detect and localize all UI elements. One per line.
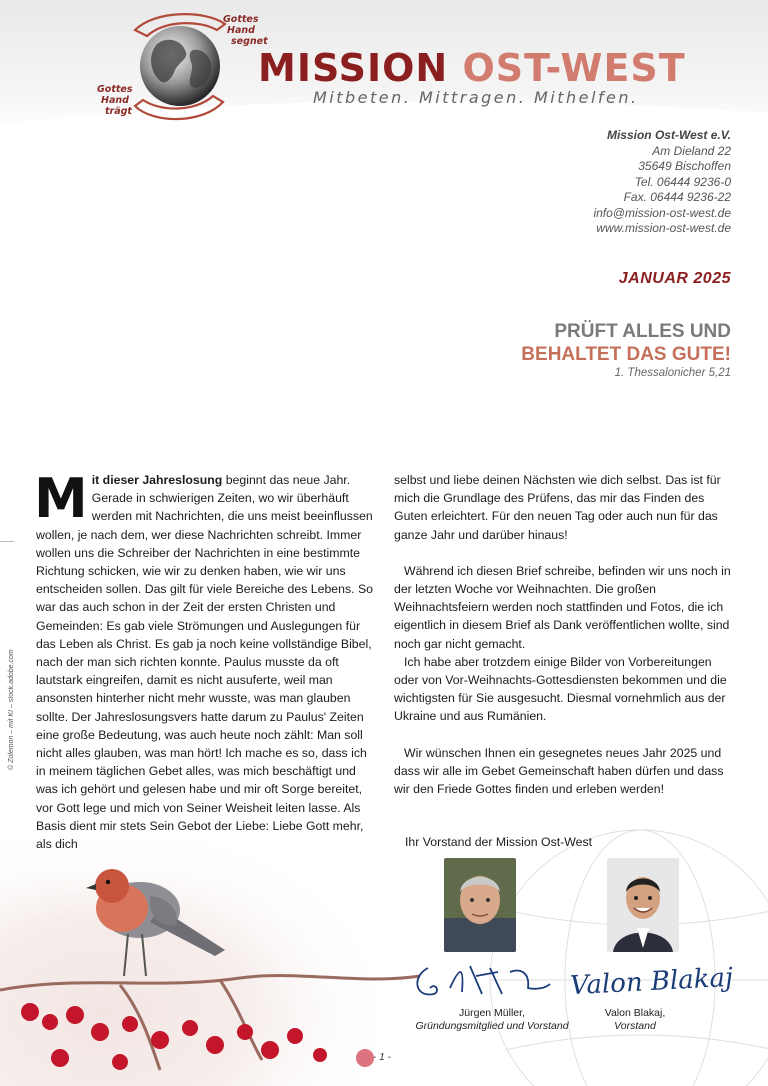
signer-2-name: Valon Blakaj, — [604, 1007, 666, 1019]
letter-paragraph: Während ich diesen Brief schreibe, befinden wir uns noch in der letzten Woche vor Weihnachten. Die großen Weihnachtsfeiern werden noch stattfinden und Fotos, die ich eigentlich in diesem Brief als Dank veröffentlichen wollte, sind noch gar nicht gemacht. — [394, 563, 731, 651]
logo — [95, 6, 268, 126]
letter-greeting: Ihr Vorstand der Mission Ost-West — [405, 835, 593, 849]
signer-2 — [585, 1007, 685, 1033]
letter-text: beginnt das neue Jahr. Gerade in schwierigen Zeiten, wo wir überhäuft werden mit Nachrichten, die uns meist beeinflussen wollen, je nach dem, wer diese Nachrichten schreibt. Immer wollen uns die Schreiber der Nachrichten in eine bestimmte Richtung schicken, wie wir zu denken haben, wie wir uns entscheiden sollen. Das gilt für viele Bereiche des Lebens. So war das auch schon in der Zeit der ersten Christen und Gemeinden: Es gab viele Strömungen und Auslegungen für das Leben als Christ. Es gab ja noch keine vollständige Bibel, nach der man sich richten konnte. Paulus musste da oft lautstark eingreifen, damit es nicht ausuferte, weil man ansonsten hinterher nicht mehr wusste, was man glauben sollte. Der Jahreslosungsvers hatte darum zu Paulus' Zeiten eine große Bedeutung, was auch heute noch zählt: Man soll nicht alles glauben, was man hört! Ich mache es so, dass ich in meinem täglichen Gebet alles, was mich beschäftigt und was ich gehört und gelesen habe und mir oft Sorge bereitet, vor Gott lege und mich von Seiner Weisheit leiten lasse. Als Basis dient mir stets Sein Gebot der Liebe: Liebe Gott mehr, als dich — [36, 473, 373, 852]
paragraph-gap — [394, 544, 739, 562]
page-number: - 1 - — [373, 1052, 391, 1063]
headline-line1: PRÜFT ALLES UND — [554, 321, 731, 342]
address-street: Am Dieland 22 — [652, 143, 731, 158]
logo-text-line: segnet — [231, 36, 268, 47]
logo-text-line: Hand — [101, 95, 129, 106]
logo-text-top — [223, 14, 268, 47]
logo-text-line: Gottes — [97, 84, 133, 95]
address-fax: Fax. 06444 9236-22 — [623, 190, 731, 204]
paragraph-gap — [394, 726, 739, 744]
signer-1-role: Gründungsmitglied und Vorstand — [415, 1020, 569, 1032]
letter-paragraph: Wir wünschen Ihnen ein gesegnetes neues Jahr 2025 und dass wir alle im Gebet Gemeinschaft haben dürfen und dass wir den Friede Gottes finden und erleben werden! — [394, 745, 724, 797]
headline-line2: BEHALTET DAS GUTE! — [521, 344, 731, 365]
address-web: www.mission-ost-west.de — [596, 221, 731, 235]
bible-reference: 1. Thessalonicher 5,21 — [614, 367, 731, 379]
logo-text-line: trägt — [105, 106, 132, 117]
fold-mark — [0, 541, 14, 542]
letter-paragraph: selbst und liebe deinen Nächsten wie dich selbst. Das ist für mich die Grundlage des Prüfens, das mir das Finden des Guten erleichtert. Für den neuen Tag oder auch nun für das ganze Jahr und darüber hinaus! — [394, 473, 721, 542]
address-tel: Tel. 06444 9236-0 — [634, 174, 731, 189]
signer-1-name: Jürgen Müller, — [459, 1007, 525, 1019]
brand-name — [258, 46, 686, 90]
portrait-valon-blakaj — [607, 858, 679, 952]
signer-2-role: Vorstand — [614, 1020, 656, 1032]
letter-paragraph: Ich habe aber trotzdem einige Bilder von Vorbereitungen oder von Vor-Weihnachts-Gottesdiensten bekommen und die wichtigsten für Sie ausgesucht. Diesmal vornehmlich aus der Ukraine und aus Rumänien. — [394, 654, 727, 724]
logo-text-line: Gottes — [223, 14, 259, 25]
brand-name-part2: OST-WEST — [462, 46, 686, 90]
signer-1 — [412, 1007, 572, 1033]
letter-date: JANUAR 2025 — [618, 270, 731, 287]
drop-cap: M — [34, 467, 88, 530]
address-org: Mission Ost-West e.V. — [606, 128, 731, 142]
signature-juergen-mueller — [410, 958, 560, 1008]
letter-paragraph — [34, 467, 376, 853]
photo-credit: © Zolemon – mit KI – stock.adobe.com — [8, 649, 15, 770]
logo-text-line: Hand — [227, 25, 255, 36]
address-email: info@mission-ost-west.de — [593, 205, 731, 220]
brand-tagline: Mitbeten. Mittragen. Mithelfen. — [313, 88, 639, 107]
letter-column-1 — [34, 467, 376, 853]
letter-intro-bold: it dieser Jahreslosung — [91, 473, 223, 487]
address-city: 35649 Bischoffen — [638, 159, 731, 173]
brand-name-part1: MISSION — [258, 46, 449, 90]
logo-text-bottom — [97, 84, 133, 117]
address-block — [593, 128, 731, 237]
signature-valon-blakaj: Valon Blakaj — [569, 962, 734, 1002]
headline — [521, 320, 731, 380]
portrait-juergen-mueller — [444, 858, 516, 952]
letter-column-2 — [394, 471, 739, 798]
